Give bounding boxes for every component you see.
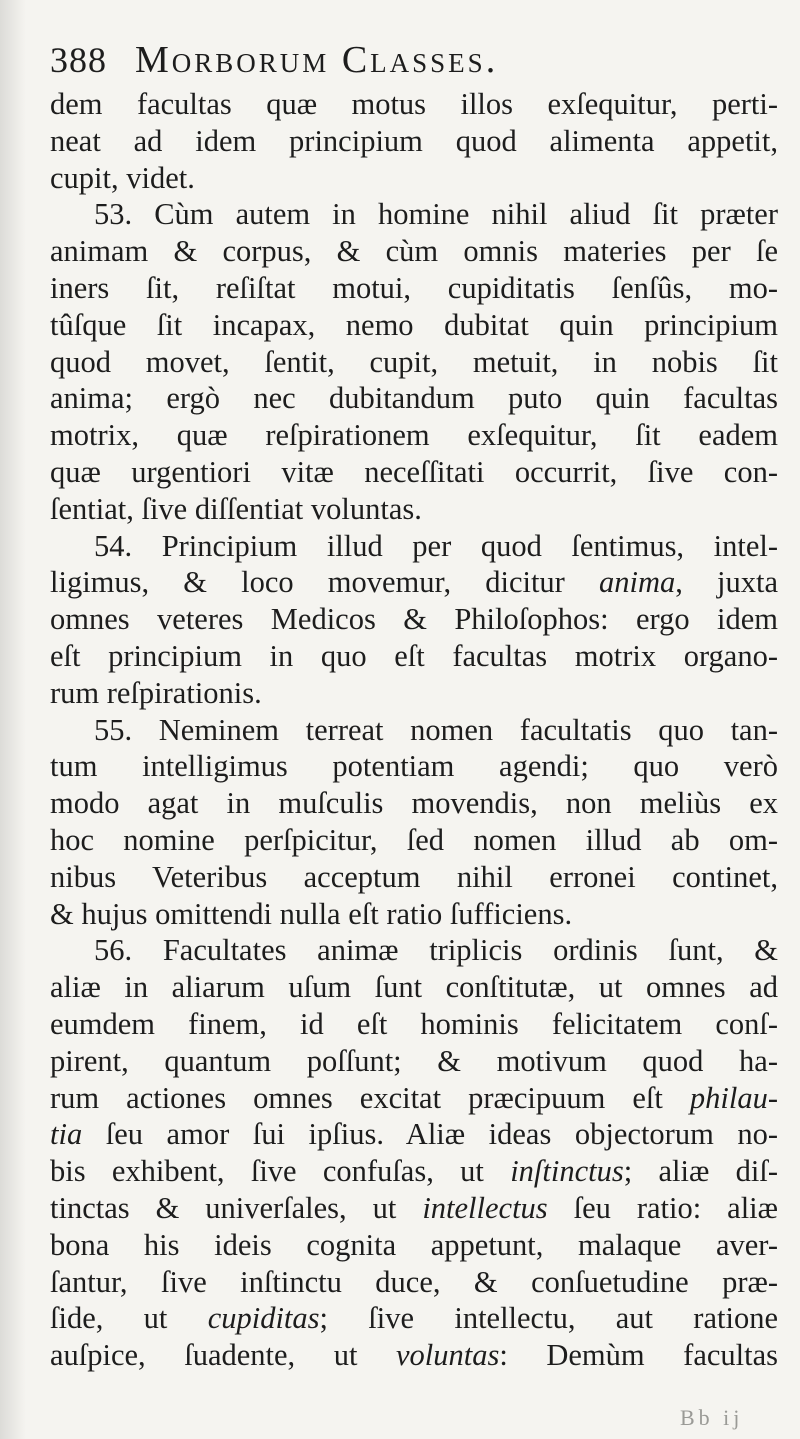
italic-term: intellectus [422,1190,548,1225]
page-number: 388 [50,40,107,80]
italic-term: cupiditas [207,1301,320,1336]
text-line [50,1116,778,1153]
signature-mark: Bb ij [680,1405,744,1430]
text-segment: ; aliæ diſ- [623,1154,778,1189]
text-segment: quod movet, ſentit, cupit, metuit, in nobis ſit [50,344,778,379]
text-segment: : Demùm facultas [499,1338,778,1373]
text-segment: eſt principium in quo eſt facultas motrix organo- [50,638,778,673]
text-segment: omnes veteres Medicos & Philoſophos: ergo idem [50,602,778,637]
text-segment: pirent, quantum poſſunt; & motivum quod ha- [50,1043,778,1078]
text-line [50,417,778,454]
text-line [50,748,778,785]
text-line [50,601,778,638]
text-segment: modo agat in muſculis movendis, non meliùs ex [50,786,778,821]
text-line [50,1300,778,1337]
running-header [50,38,778,82]
text-segment: bis exhibent, ſive confuſas, ut [50,1154,511,1189]
text-line [50,1227,778,1264]
text-segment: , juxta [675,565,778,600]
text-segment: neat ad idem principium quod alimenta appetit, [50,123,778,158]
text-segment: dem facultas quæ motus illos exſequitur, perti- [50,87,778,121]
text-segment: 53. Cùm autem in homine nihil aliud ſit præter [94,197,778,232]
italic-term: inſtinctus [510,1154,624,1189]
text-segment: ligimus, & loco movemur, dicitur [50,565,599,600]
italic-term: tia [50,1117,83,1152]
text-line [50,1153,778,1190]
text-segment: hoc nomine perſpicitur, ſed nomen illud ab om- [50,822,778,857]
text-line [50,344,778,381]
text-line [50,1080,778,1117]
text-segment: 56. Facultates animæ triplicis ordinis ſunt, & [94,933,778,968]
italic-term: voluntas [395,1338,500,1373]
text-segment: animam & corpus, & cùm omnis materies per ſe [50,234,778,269]
text-line [50,564,778,601]
text-segment: aliæ in aliarum uſum ſunt conſtitutæ, ut omnes ad [50,970,778,1005]
text-line [50,86,778,123]
text-line [50,1264,778,1301]
text-segment: rum reſpirationis. [50,675,262,710]
text-line [50,712,778,749]
text-line [50,822,778,859]
text-line [50,1006,778,1043]
text-line [50,785,778,822]
text-line [50,270,778,307]
text-line [50,454,778,491]
text-segment: ſeu ratio: aliæ [547,1190,778,1225]
text-segment: 55. Neminem terreat nomen facultatis quo tan- [94,712,778,747]
text-body [50,86,778,1374]
text-line [50,1190,778,1227]
text-line [50,123,778,160]
italic-term: anima [598,565,676,600]
text-line [50,528,778,565]
text-segment: auſpice, ſuadente, ut [50,1338,396,1373]
text-line [50,1043,778,1080]
text-segment: ſentiat, ſive diſſentiat voluntas. [50,491,422,526]
text-line [50,233,778,270]
text-segment: 54. Principium illud per quod ſentimus, intel- [94,528,778,563]
text-segment: ſeu amor ſui ipſius. Aliæ ideas objectorum no- [82,1117,778,1152]
text-segment: ſantur, ſive inſtinctu duce, & conſuetudine præ- [50,1264,778,1299]
text-line [50,1337,778,1374]
italic-term: philau- [689,1080,778,1115]
text-line [50,160,778,197]
text-line [50,491,778,528]
text-segment: cupit, videt. [50,160,195,195]
text-segment: eumdem finem, id eſt hominis felicitatem conſ- [50,1006,778,1041]
text-line [50,638,778,675]
text-line [50,380,778,417]
text-segment: tinctas & univerſales, ut [50,1190,423,1225]
text-segment: bona his ideis cognita appetunt, malaque aver- [50,1227,778,1262]
text-line [50,859,778,896]
running-title: Morborum Classes. [135,39,499,81]
text-segment: iners ſit, reſiſtat motui, cupiditatis ſenſûs, mo- [50,270,778,305]
text-segment: anima; ergò nec dubitandum puto quin facultas [50,381,778,416]
text-segment: tum intelligimus potentiam agendi; quo verò [50,749,778,784]
text-segment: nibus Veteribus acceptum nihil erronei continet, [50,859,778,894]
text-segment: motrix, quæ reſpirationem exſequitur, ſit eadem [50,418,778,453]
text-line [50,307,778,344]
text-segment: tûſque ſit incapax, nemo dubitat quin principium [50,307,778,342]
text-line [50,932,778,969]
text-line [50,969,778,1006]
text-segment: ſide, ut [50,1301,208,1336]
text-segment: rum actiones omnes excitat præcipuum eſt [50,1080,690,1115]
text-line [50,896,778,933]
text-segment: ; ſive intellectu, aut ratione [319,1301,778,1336]
text-segment: quæ urgentiori vitæ neceſſitati occurrit, ſive con- [50,454,778,489]
text-line [50,196,778,233]
text-line [50,675,778,712]
text-segment: & hujus omittendi nulla eſt ratio ſufficiens. [50,896,573,931]
